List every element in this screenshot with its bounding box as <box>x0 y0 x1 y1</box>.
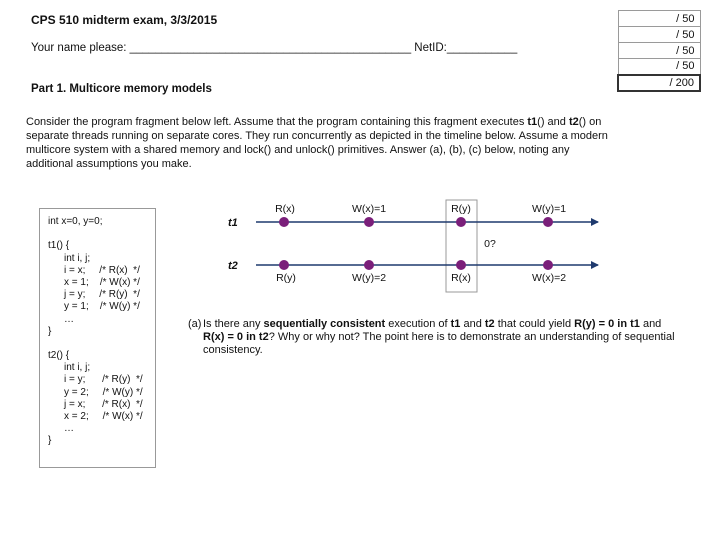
t1-label: t1 <box>228 217 238 229</box>
code-line: } <box>48 325 52 337</box>
intro-t1: t1 <box>527 116 538 128</box>
question-text-part: and <box>639 318 662 330</box>
question-emphasis: t2 <box>484 318 495 330</box>
code-line: j = y; /* R(y) */ <box>64 289 140 301</box>
code-line: y = 2; /* W(y) */ <box>64 386 143 398</box>
code-line: } <box>48 435 52 447</box>
question-emphasis: sequentially consistent <box>263 318 386 330</box>
question-text-part: ? Why or why not? The point here is to demonstrate an understanding of sequential consistency. <box>203 331 675 356</box>
question-a <box>188 318 678 357</box>
t2-op-dot <box>279 260 289 270</box>
t1-op-label: W(y)=1 <box>531 203 567 215</box>
question-emphasis: t1 <box>450 318 461 330</box>
score-cell: / 50 <box>618 11 700 27</box>
intro-text: () on separate threads running on separate cores. They run concurrently as depicted in the timeline below. Assume a modern multicore system with a shared memory and lock() and unlock() primitives. Answer (a), (b), (c) below, noting any additional assumptions you make. <box>26 116 608 170</box>
question-text-part: execution of <box>385 318 451 330</box>
code-line: … <box>64 423 74 435</box>
code-line: j = x; /* R(x) */ <box>64 398 143 410</box>
t2-op-dot <box>456 260 466 270</box>
score-total-cell: / 200 <box>618 75 700 91</box>
code-line: y = 1; /* W(y) */ <box>64 301 140 313</box>
t1-op-dot <box>456 217 466 227</box>
t1-op-label: R(x) <box>275 203 295 215</box>
t2-label: t2 <box>228 260 238 272</box>
intro-text: () and <box>537 116 569 128</box>
code-line: t1() { <box>48 240 70 252</box>
t1-op-dot <box>364 217 374 227</box>
t2-op-label: R(x) <box>451 272 471 284</box>
t1-op-dot <box>543 217 553 227</box>
t1-op-label: R(y) <box>451 203 471 215</box>
intro-text: Consider the program fragment below left. Assume that the program containing this fragment executes <box>26 116 528 128</box>
question-text-part: and <box>460 318 485 330</box>
code-line: x = 1; /* W(x) */ <box>64 276 140 288</box>
code-line: int i, j; <box>64 252 91 264</box>
question-text-part: Is there any <box>203 318 264 330</box>
score-cell: / 50 <box>618 27 700 43</box>
t2-op-label: R(y) <box>276 272 296 284</box>
t1-op-dot <box>279 217 289 227</box>
code-line: int x=0, y=0; <box>48 216 103 227</box>
exam-title: CPS 510 midterm exam, 3/3/2015 <box>31 13 218 27</box>
question-number: (a) <box>188 318 202 330</box>
code-line: i = x; /* R(x) */ <box>64 264 140 276</box>
t2-op-label: W(y)=2 <box>351 272 387 284</box>
question-text-part: that could yield <box>494 318 575 330</box>
name-netid-line: Your name please: ____________________________________________ NetID:___________ <box>31 42 518 54</box>
code-line: t2() { <box>48 350 70 362</box>
t2-op-dot <box>543 260 553 270</box>
code-line: … <box>64 313 74 325</box>
score-cell: / 50 <box>618 43 700 59</box>
t2-op-label: W(x)=2 <box>531 272 567 284</box>
code-line: x = 2; /* W(x) */ <box>64 411 143 422</box>
question-text <box>203 318 678 357</box>
code-line: int i, j; <box>64 362 91 374</box>
t1-op-label: W(x)=1 <box>351 203 387 215</box>
t2-op-dot <box>364 260 374 270</box>
score-cell: / 50 <box>618 59 700 75</box>
intro-t2: t2 <box>568 116 579 128</box>
zero-question-label: 0? <box>484 238 496 250</box>
part-heading: Part 1. Multicore memory models <box>31 83 212 95</box>
question-emphasis: R(y) = 0 in t1 <box>574 318 640 330</box>
question-emphasis: R(x) = 0 in t2 <box>203 331 269 343</box>
code-line: i = y; /* R(y) */ <box>64 374 143 386</box>
